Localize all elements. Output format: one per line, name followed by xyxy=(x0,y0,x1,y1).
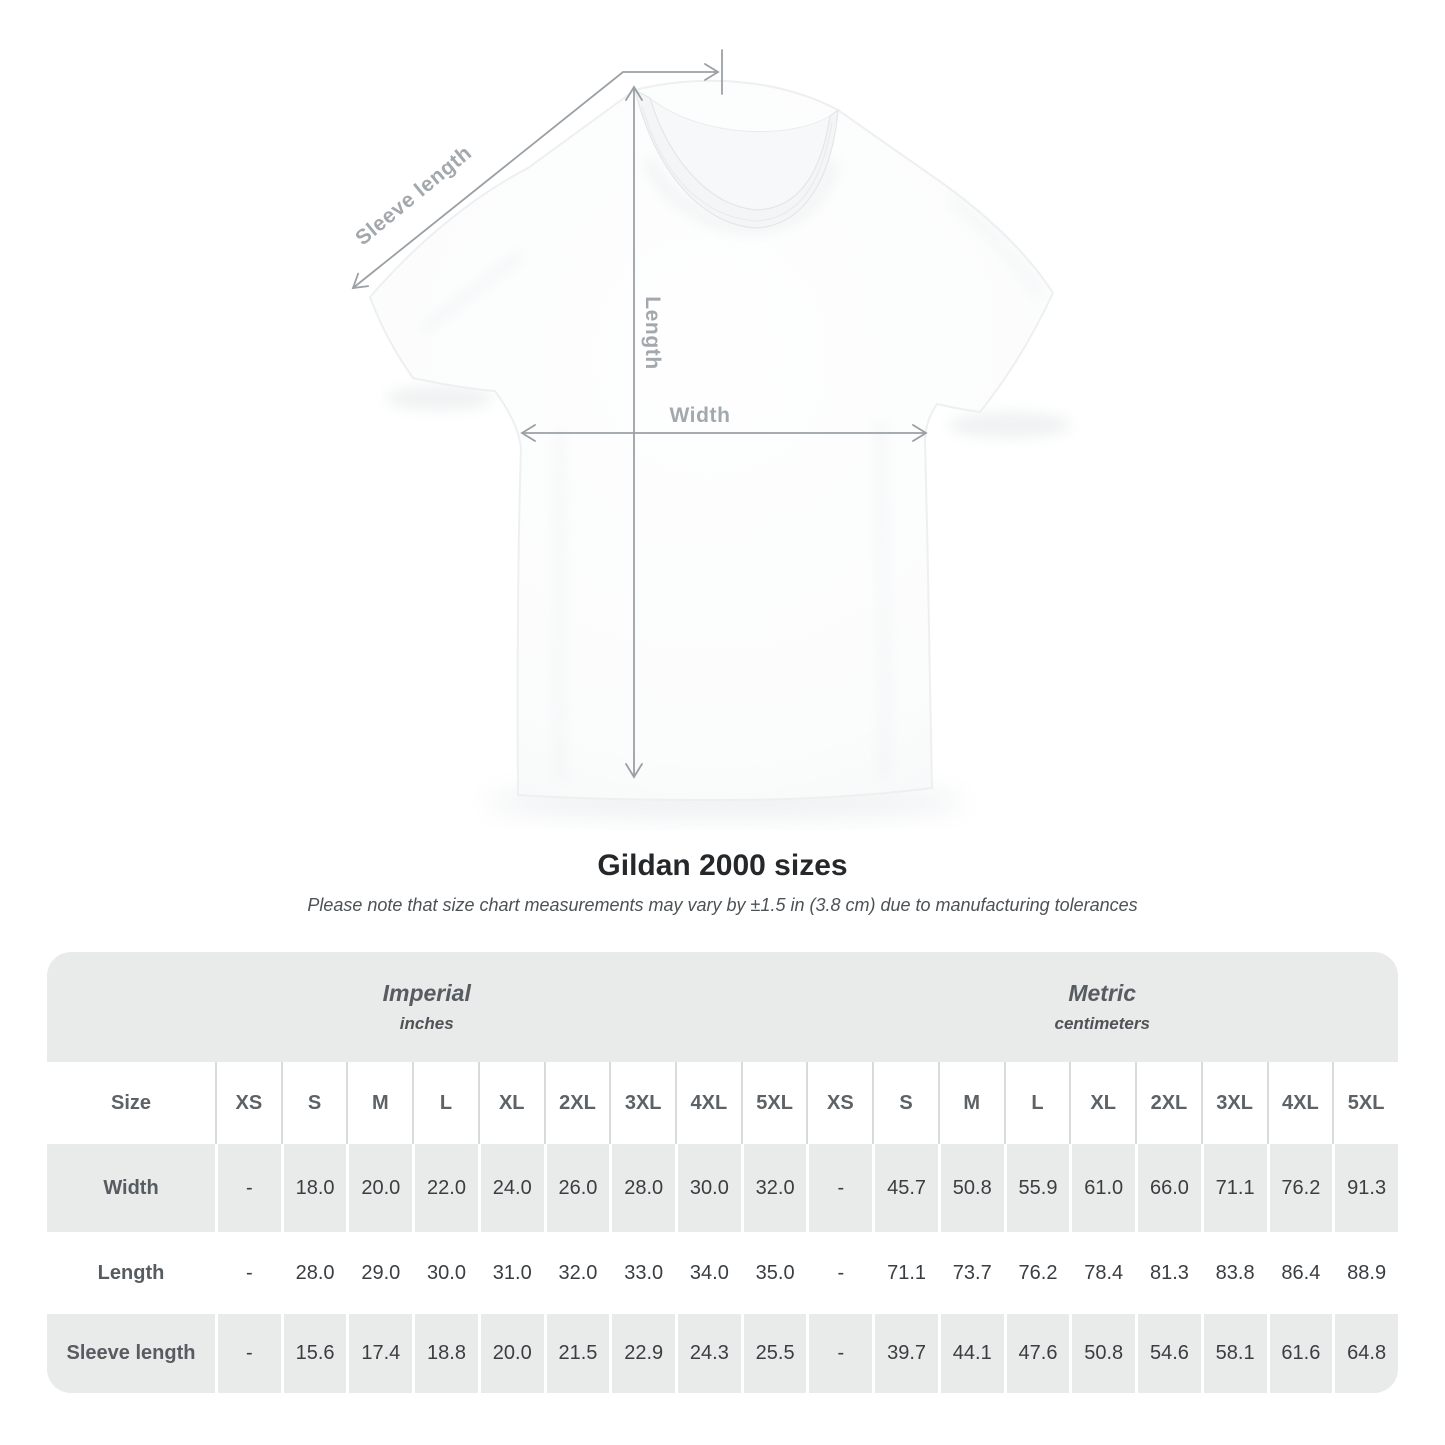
size-header-metric-l: L xyxy=(1004,1062,1070,1144)
measurement-value: 88.9 xyxy=(1332,1232,1398,1314)
measurement-value: 32.0 xyxy=(544,1232,610,1314)
unit-group-row xyxy=(47,952,1398,1062)
measurement-value: 28.0 xyxy=(609,1144,675,1232)
measurement-row-length xyxy=(47,1232,1398,1314)
measurement-value: 22.9 xyxy=(609,1314,675,1393)
length-label: Length xyxy=(641,296,664,370)
measurement-value: 30.0 xyxy=(675,1144,741,1232)
imperial-label: Imperial xyxy=(382,980,471,1006)
measurement-value: 18.0 xyxy=(281,1144,347,1232)
measurement-value: 25.5 xyxy=(741,1314,807,1393)
measurement-value: 86.4 xyxy=(1267,1232,1333,1314)
measurement-value: 73.7 xyxy=(938,1232,1004,1314)
measurement-value: - xyxy=(215,1144,281,1232)
measurement-value: 39.7 xyxy=(872,1314,938,1393)
size-header-imperial-s: S xyxy=(281,1062,347,1144)
size-header-metric-xs: XS xyxy=(806,1062,872,1144)
measurement-value: 58.1 xyxy=(1201,1314,1267,1393)
size-table xyxy=(47,952,1398,1393)
size-header-imperial-xs: XS xyxy=(215,1062,281,1144)
row-label: Sleeve length xyxy=(47,1314,215,1393)
width-label: Width xyxy=(669,404,731,427)
measurement-value: 20.0 xyxy=(478,1314,544,1393)
measurement-value: 76.2 xyxy=(1267,1144,1333,1232)
measurement-value: 31.0 xyxy=(478,1232,544,1314)
measurement-value: 45.7 xyxy=(872,1144,938,1232)
measurement-value: 44.1 xyxy=(938,1314,1004,1393)
measurement-value: 71.1 xyxy=(872,1232,938,1314)
size-column-header: Size xyxy=(47,1062,215,1144)
measurement-value: 32.0 xyxy=(741,1144,807,1232)
metric-label: Metric xyxy=(1068,980,1137,1006)
size-header-imperial-2xl: 2XL xyxy=(544,1062,610,1144)
size-header-metric-xl: XL xyxy=(1069,1062,1135,1144)
measurement-value: 24.0 xyxy=(478,1144,544,1232)
measurement-row-sleeve-length xyxy=(47,1314,1398,1393)
size-header-metric-m: M xyxy=(938,1062,1004,1144)
measurement-value: 71.1 xyxy=(1201,1144,1267,1232)
measurement-value: - xyxy=(806,1232,872,1314)
measurement-value: 91.3 xyxy=(1332,1144,1398,1232)
measurement-value: 17.4 xyxy=(346,1314,412,1393)
measurement-value: 34.0 xyxy=(675,1232,741,1314)
measurement-value: 66.0 xyxy=(1135,1144,1201,1232)
measurement-value: 55.9 xyxy=(1004,1144,1070,1232)
metric-group-header xyxy=(806,952,1398,1062)
measurement-value: 64.8 xyxy=(1332,1314,1398,1393)
size-header-row xyxy=(47,1062,1398,1144)
size-header-imperial-m: M xyxy=(346,1062,412,1144)
measurement-value: 61.6 xyxy=(1267,1314,1333,1393)
measurement-value: 26.0 xyxy=(544,1144,610,1232)
measurement-value: 28.0 xyxy=(281,1232,347,1314)
tolerance-note: Please note that size chart measurements may vary by ±1.5 in (3.8 cm) due to manufacturing tolerances xyxy=(307,895,1138,915)
size-header-metric-s: S xyxy=(872,1062,938,1144)
size-header-metric-5xl: 5XL xyxy=(1332,1062,1398,1144)
imperial-unit-label: inches xyxy=(399,1014,454,1033)
measurement-value: - xyxy=(806,1314,872,1393)
size-header-imperial-3xl: 3XL xyxy=(609,1062,675,1144)
measurement-value: 76.2 xyxy=(1004,1232,1070,1314)
measurement-value: 61.0 xyxy=(1069,1144,1135,1232)
measurement-value: - xyxy=(215,1232,281,1314)
measurement-value: 81.3 xyxy=(1135,1232,1201,1314)
measurement-value: 83.8 xyxy=(1201,1232,1267,1314)
measurement-value: 54.6 xyxy=(1135,1314,1201,1393)
size-header-metric-2xl: 2XL xyxy=(1135,1062,1201,1144)
row-label: Width xyxy=(47,1144,215,1232)
measurement-value: 21.5 xyxy=(544,1314,610,1393)
size-header-metric-4xl: 4XL xyxy=(1267,1062,1333,1144)
size-header-imperial-xl: XL xyxy=(478,1062,544,1144)
measurement-value: - xyxy=(215,1314,281,1393)
size-table-el xyxy=(47,952,1398,1393)
size-header-imperial-l: L xyxy=(412,1062,478,1144)
measurement-value: 24.3 xyxy=(675,1314,741,1393)
sleeve-length-label: Sleeve length xyxy=(351,141,477,251)
measurement-value: 78.4 xyxy=(1069,1232,1135,1314)
measurement-value: 22.0 xyxy=(412,1144,478,1232)
measurement-value: 33.0 xyxy=(609,1232,675,1314)
measurement-row-width xyxy=(47,1144,1398,1232)
measurement-value: 15.6 xyxy=(281,1314,347,1393)
size-header-metric-3xl: 3XL xyxy=(1201,1062,1267,1144)
metric-unit-label: centimeters xyxy=(1054,1014,1150,1033)
size-header-imperial-5xl: 5XL xyxy=(741,1062,807,1144)
measurement-value: 50.8 xyxy=(1069,1314,1135,1393)
measurement-value: 20.0 xyxy=(346,1144,412,1232)
measurement-value: 29.0 xyxy=(346,1232,412,1314)
page-title: Gildan 2000 sizes xyxy=(597,849,848,882)
measurement-value: 35.0 xyxy=(741,1232,807,1314)
measurement-value: - xyxy=(806,1144,872,1232)
imperial-group-header xyxy=(47,952,806,1062)
size-header-imperial-4xl: 4XL xyxy=(675,1062,741,1144)
measurement-value: 30.0 xyxy=(412,1232,478,1314)
measurement-value: 18.8 xyxy=(412,1314,478,1393)
measurement-value: 50.8 xyxy=(938,1144,1004,1232)
row-label: Length xyxy=(47,1232,215,1314)
measurement-value: 47.6 xyxy=(1004,1314,1070,1393)
